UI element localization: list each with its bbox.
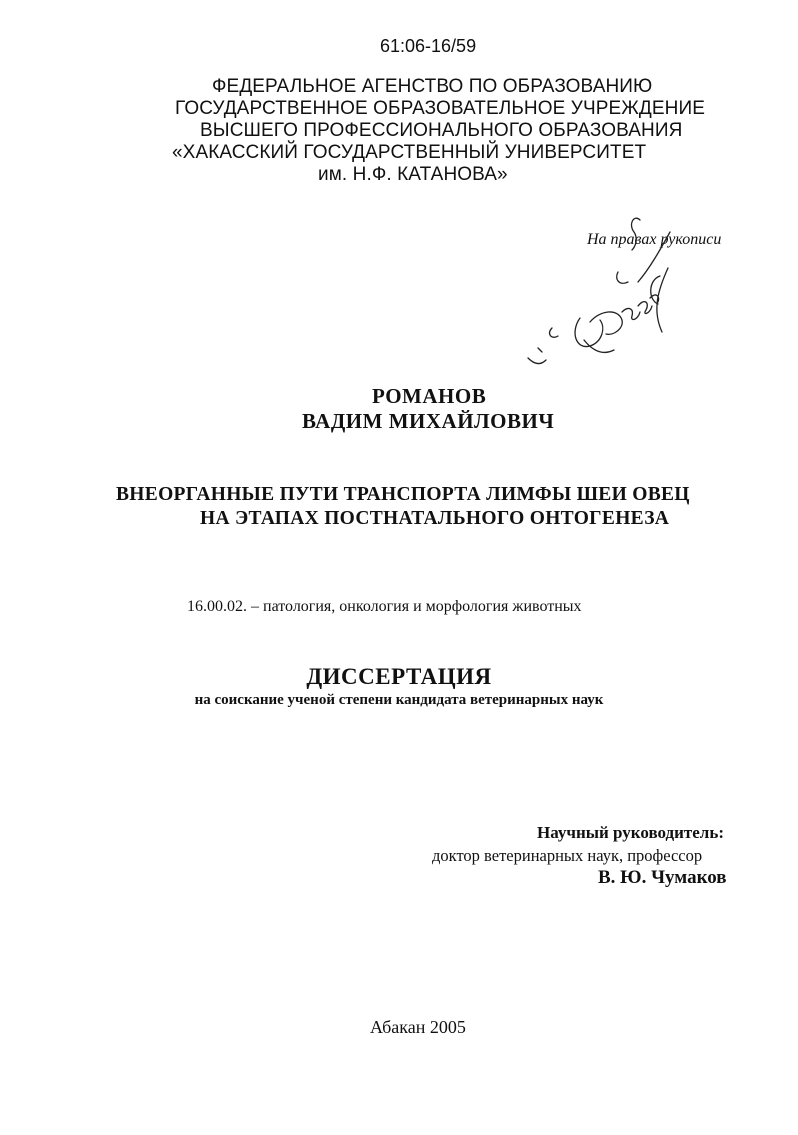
manuscript-rights-note: На правах рукописи [587,231,722,248]
handwritten-signature-icon [510,210,710,390]
institution-line-3: ВЫСШЕГО ПРОФЕССИОНАЛЬНОГО ОБРАЗОВАНИЯ [200,120,683,141]
specialty-code: 16.00.02. – патология, онкология и морфология животных [187,598,582,615]
supervisor-rank: доктор ветеринарных наук, профессор [432,846,703,865]
author-surname: РОМАНОВ [372,384,487,408]
title-line-1: ВНЕОРГАННЫЕ ПУТИ ТРАНСПОРТА ЛИМФЫ ШЕИ ОВЕЦ [116,484,690,505]
document-type-heading: ДИССЕРТАЦИЯ [306,664,492,689]
title-line-2: НА ЭТАПАХ ПОСТНАТАЛЬНОГО ОНТОГЕНЕЗА [200,508,670,529]
supervisor-label: Научный руководитель: [537,823,724,842]
institution-line-4: «ХАКАССКИЙ ГОСУДАРСТВЕННЫЙ УНИВЕРСИТЕТ [172,142,647,163]
catalog-number: 61:06-16/59 [380,36,477,56]
degree-statement: на соискание ученой степени кандидата ветеринарных наук [194,692,604,708]
institution-line-1: ФЕДЕРАЛЬНОЕ АГЕНСТВО ПО ОБРАЗОВАНИЮ [212,76,653,97]
place-and-year: Абакан 2005 [370,1017,466,1037]
supervisor-name: В. Ю. Чумаков [598,867,727,888]
institution-line-2: ГОСУДАРСТВЕННОЕ ОБРАЗОВАТЕЛЬНОЕ УЧРЕЖДЕНИЕ [175,98,705,119]
author-given-names: ВАДИМ МИХАЙЛОВИЧ [302,409,555,433]
institution-line-5: им. Н.Ф. КАТАНОВА» [318,164,508,185]
